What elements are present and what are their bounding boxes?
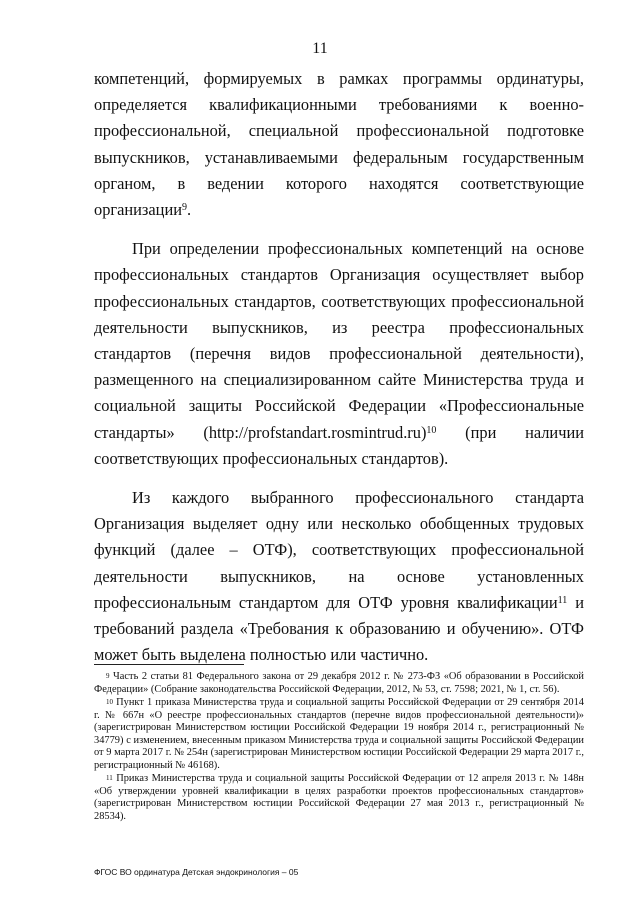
footnote-ref-11[interactable]: 11	[557, 594, 568, 606]
paragraph-1	[94, 66, 584, 223]
body-text	[94, 66, 584, 668]
paragraph-1-tail: .	[187, 200, 192, 220]
paragraph-3-text: Из каждого выбранного профессионального стандарта Организация выделяет одну или несколько обобщенных трудовых функций (далее – ОТФ), соответствующих профессиональной деятельности выпускников, на основе установленных профессиональным стандартом для ОТФ уровня квалификации	[94, 488, 584, 612]
footnote-10	[94, 697, 584, 772]
footnote-9	[94, 671, 584, 696]
footnote-11	[94, 773, 584, 823]
footnotes	[94, 671, 584, 824]
paragraph-2	[94, 236, 584, 472]
page-number: 11	[312, 40, 328, 57]
footnote-ref-10[interactable]: 10	[426, 424, 437, 436]
paragraph-3-tail: и требований раздела «Требования к образованию и обучению». ОТФ может быть выделена полностью или частично.	[94, 592, 584, 665]
paragraph-3	[94, 485, 584, 668]
footnote-ref-9[interactable]: 9	[182, 202, 187, 214]
footnote-mark-10: 10	[106, 698, 113, 706]
footnote-mark-9: 9	[106, 672, 110, 680]
paragraph-2-tail: (при наличии соответствующих профессиональных стандартов).	[94, 422, 584, 468]
footnote-mark-11: 11	[106, 774, 113, 782]
footnote-divider	[94, 664, 244, 665]
footnote-11-text: Приказ Министерства труда и социальной защиты Российской Федерации от 12 апреля 2013 г. № 148н «Об утверждении уровней квалификации в целях разработки проектов профессиональных стандартов» (зарегистрирован Министерством юстиции Российской Федерации 27 мая 2013 г., регистрационный № 28534).	[94, 773, 584, 822]
page-footer: ФГОС ВО ординатура Детская эндокринология – 05	[94, 867, 299, 877]
footnote-10-text: Пункт 1 приказа Министерства труда и социальной защиты Российской Федерации от 29 сентября 2014 г. № 667н «О реестре профессиональных стандартов (перечне видов профессиональной деятельности)» (зарегистрирован Министерством юстиции Российской Федерации 19 ноября 2014 г., регистрационный № 34779) с изменением, внесенным приказом Министерства труда и социальной защиты Российской Федерации от 9 марта 2017 г. № 254н (зарегистрирован Министерством юстиции Российской Федерации 29 марта 2017 г., регистрационный № 46168).	[94, 697, 584, 771]
paragraph-1-text: компетенций, формируемых в рамках программы ординатуры, определяется квалификационными требованиями к военно-профессиональной, специальной профессиональной подготовке выпускников, устанавливаемыми федеральным государственным органом, в ведении которого находятся соответствующие организации	[94, 69, 584, 220]
footnote-9-text: Часть 2 статьи 81 Федерального закона от 29 декабря 2012 г. № 273-ФЗ «Об образовании в Российской Федерации» (Собрание законодательства Российской Федерации, 2012, № 53, ст. 7598; 2021, № 1, ст. 56).	[94, 671, 584, 695]
paragraph-2-text: При определении профессиональных компетенций на основе профессиональных стандартов Организация осуществляет выбор профессиональных стандартов, соответствующих профессиональной деятельности выпускников, из реестра профессиональных стандартов (перечня видов профессиональной деятельности), размещенного на специализированном сайте Министерства труда и социальной защиты Российской Федерации «Профессиональные стандарты» (http://profstandart.rosmintrud.ru)	[94, 239, 584, 442]
